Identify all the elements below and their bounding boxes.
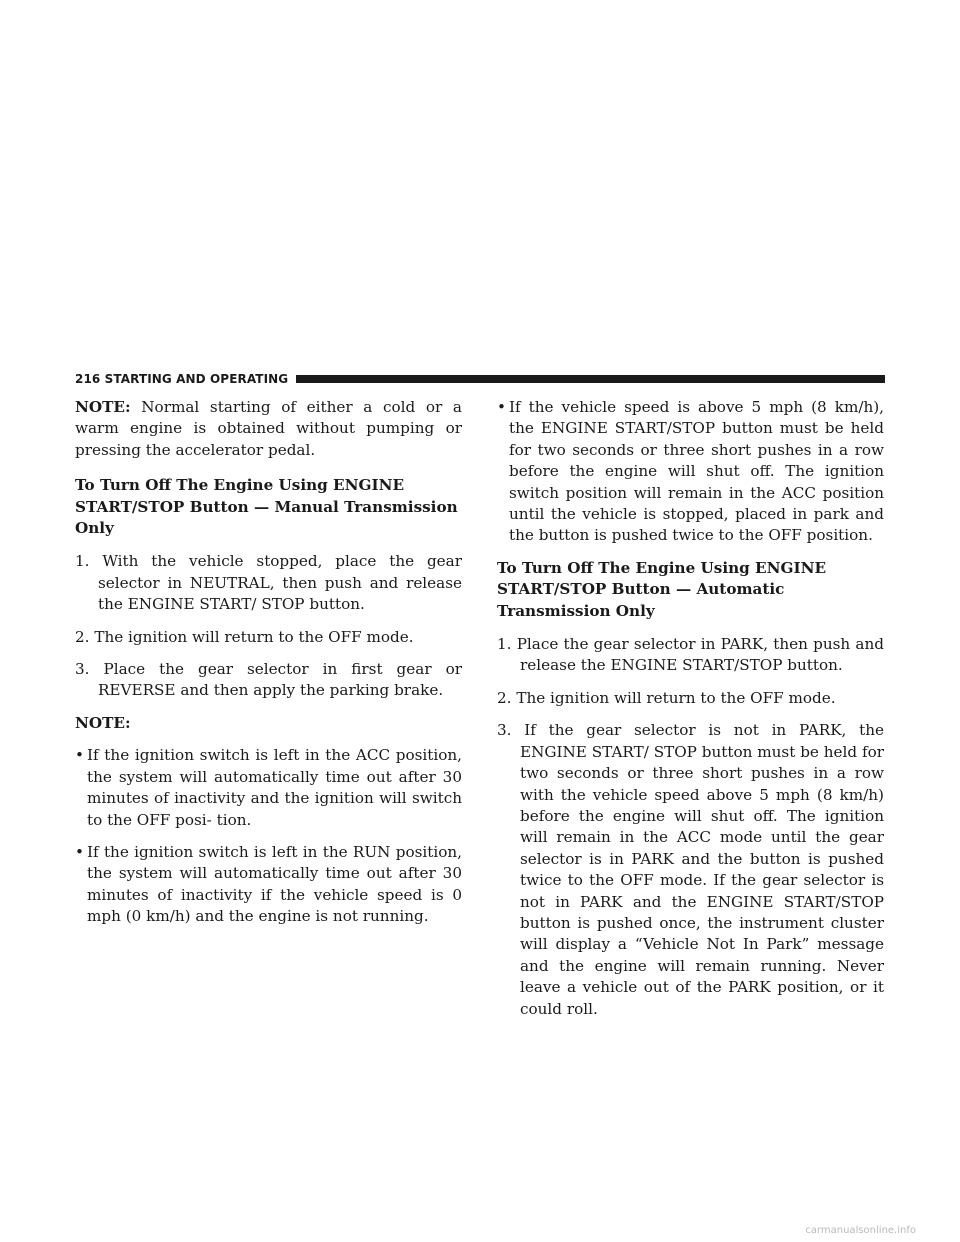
note-bullet-acc xyxy=(75,745,462,831)
note-bullet-run xyxy=(75,842,462,928)
note-label: NOTE: xyxy=(75,713,131,732)
manual-step-1: 1. With the vehicle stopped, place the gear selector in NEUTRAL, then push and release the ENGINE START/ STOP button. xyxy=(75,552,462,614)
bullet-glyph: • xyxy=(75,842,84,861)
header-rule xyxy=(296,375,885,383)
automatic-step-1: 1. Place the gear selector in PARK, then push and release the ENGINE START/STOP button. xyxy=(497,635,884,675)
right-column xyxy=(497,397,884,1031)
page-header xyxy=(75,372,885,386)
left-column xyxy=(75,397,462,939)
intro-note-text: Normal starting of either a cold or a warm engine is obtained without pumping or pressing the accelerator pedal. xyxy=(75,398,462,459)
note-bullet-speed xyxy=(497,397,884,547)
note-bullet-speed-text: If the vehicle speed is above 5 mph (8 km/h), the ENGINE START/STOP button must be held for two seconds or three short pushes in a row before the engine will shut off. The ignition switch position will remain in the ACC position until the vehicle is stopped, placed in park and the button is pushed twice to the OFF position. xyxy=(509,398,884,545)
intro-note-label: NOTE: xyxy=(75,398,131,416)
watermark-link[interactable]: carmanualsonline.info xyxy=(805,1225,916,1236)
manual-transmission-heading: To Turn Off The Engine Using ENGINE START/STOP Button — Manual Transmission Only xyxy=(75,476,458,538)
bullet-glyph: • xyxy=(75,746,84,765)
note-bullet-run-text: If the ignition switch is left in the RUN position, the system will automatically time out after 30 minutes of inactivity if the vehicle speed is 0 mph (0 km/h) and the engine is not running. xyxy=(87,842,462,926)
automatic-step-3: 3. If the gear selector is not in PARK, the ENGINE START/ STOP button must be held for two seconds or three short pushes in a row with the vehicle speed above 5 mph (8 km/h) before the engine will shut off. The ignition will remain in the ACC mode until the gear selector is in PARK and the button is pushed twice to the OFF mode. If the gear selector is not in PARK and the ENGINE START/STOP button is pushed once, the instrument cluster will display a “Vehicle Not In Park” message and the engine will remain running. Never leave a vehicle out of the PARK position, or it could roll. xyxy=(497,721,884,1018)
manual-step-3: 3. Place the gear selector in first gear or REVERSE and then apply the parking brake. xyxy=(75,660,462,700)
page-header-title: 216 STARTING AND OPERATING xyxy=(75,372,289,386)
bullet-glyph: • xyxy=(497,398,506,416)
intro-note xyxy=(75,397,462,461)
manual-step-2: 2. The ignition will return to the OFF mode. xyxy=(75,627,414,646)
note-bullet-acc-text: If the ignition switch is left in the ACC position, the system will automatically time out after 30 minutes of inactivity and the ignition will switch to the OFF posi- tion. xyxy=(87,746,462,829)
automatic-step-2: 2. The ignition will return to the OFF mode. xyxy=(497,688,836,707)
automatic-transmission-heading: To Turn Off The Engine Using ENGINE START/STOP Button — Automatic Transmission Only xyxy=(497,558,827,620)
